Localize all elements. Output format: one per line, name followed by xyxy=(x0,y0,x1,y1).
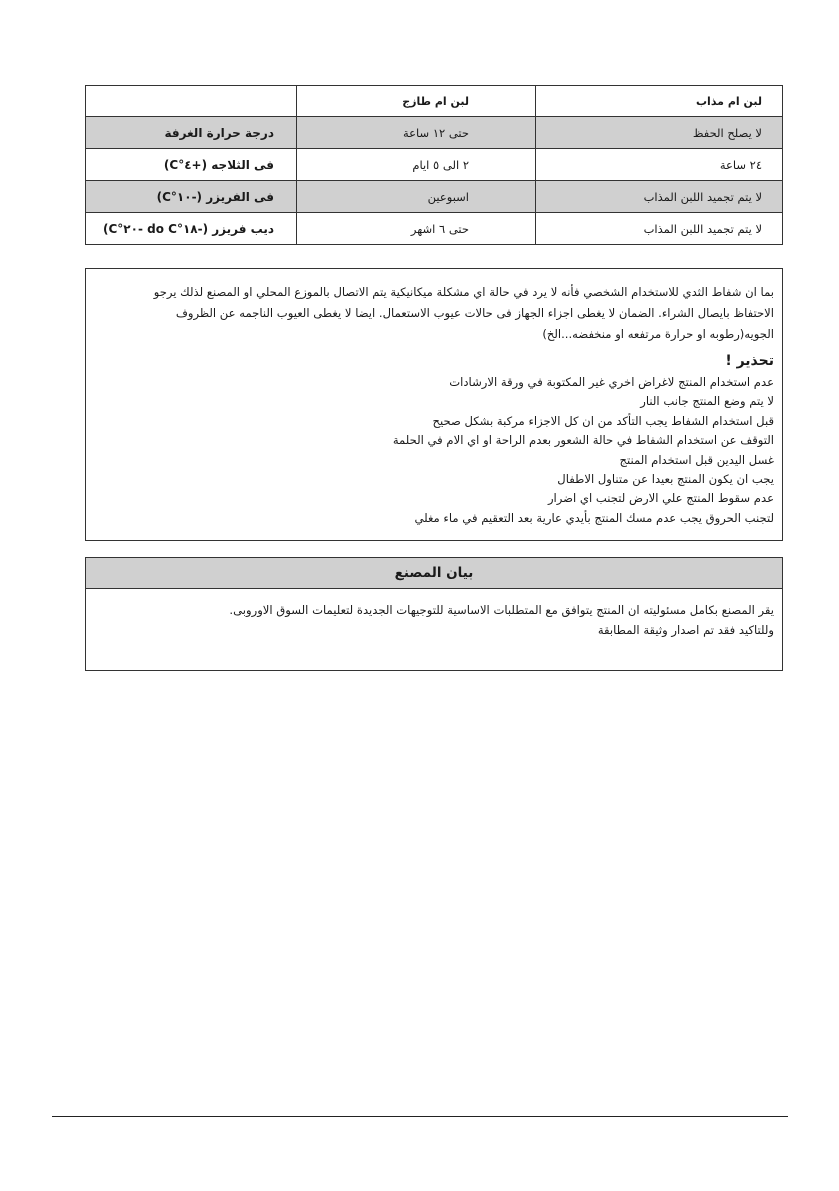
warning-item: لا يتم وضع المنتج جانب النار xyxy=(640,394,774,409)
warning-title: تحذير ! xyxy=(725,353,774,369)
warning-list xyxy=(94,373,774,528)
footer-divider xyxy=(52,1116,788,1117)
header-thawed-milk: لبن ام مذاب xyxy=(536,86,783,117)
storage-table xyxy=(85,85,783,245)
warning-item: عدم سقوط المنتج علي الارض لتجنب اي اضرار xyxy=(547,491,774,506)
table-row xyxy=(86,213,783,245)
warning-item: قبل استخدام الشفاط يجب التأكد من ان كل الاجزاء مركبة بشكل صحيح xyxy=(432,413,774,428)
cell-fresh: اسبوعين xyxy=(297,181,536,213)
warranty-line: الجويه(رطوبه او حرارة مرتفعه او منخفضه...الخ) xyxy=(542,327,774,341)
cell-thawed: لا يتم تجميد اللبن المذاب xyxy=(536,213,783,245)
warning-item: غسل اليدين قبل استخدام المنتج xyxy=(619,452,774,467)
manufacturer-line: وللتاكيد فقد تم اصدار وثيقة المطابقة xyxy=(597,623,774,637)
warning-item: لتجنب الحروق يجب عدم مسك المنتج بأيدي عارية بعد التعقيم في ماء مغلي xyxy=(414,510,774,525)
manufacturer-title: بيان المصنع xyxy=(86,558,782,589)
warranty-warning-box xyxy=(85,268,783,541)
warning-item: التوقف عن استخدام الشفاط في حالة الشعور بعدم الراحة او اي الام في الحلمة xyxy=(392,433,774,448)
header-fresh-milk: لبن ام طازج xyxy=(297,86,536,117)
table-row xyxy=(86,117,783,149)
table-header-row xyxy=(86,86,783,117)
table-row xyxy=(86,181,783,213)
cell-fresh: حتى ٦ اشهر xyxy=(297,213,536,245)
header-condition xyxy=(86,86,297,117)
table-row xyxy=(86,149,783,181)
cell-condition: فى الفريزر (-١٠°C) xyxy=(86,181,297,213)
cell-thawed: ٢٤ ساعة xyxy=(536,149,783,181)
warranty-line: بما ان شفاط الثدي للاستخدام الشخصي فأنه لا يرد في حالة اي مشكلة ميكانيكية يتم الاتصال بالموزع المحلي او المصنع لذلك يرجو xyxy=(153,285,774,299)
cell-condition: درجة حرارة الغرفة xyxy=(86,117,297,149)
cell-condition: فى الثلاجه (+٤°C) xyxy=(86,149,297,181)
cell-condition: ديب فريزر (-١٨°do C -٢٠°C) xyxy=(86,213,297,245)
manufacturer-statement-box xyxy=(85,557,783,671)
warning-item: عدم استخدام المنتج لاغراض اخري غير المكتوبة في ورقة الارشادات xyxy=(449,375,774,389)
cell-fresh: حتى ١٢ ساعة xyxy=(297,117,536,149)
warranty-line: الاحتفاظ بايصال الشراء. الضمان لا يغطى اجزاء الجهاز فى حالات عيوب الاستعمال. ايضا لا يغطى العيوب الناجمه عن الظروف xyxy=(175,306,774,320)
manufacturer-line: يقر المصنع بكامل مسئوليته ان المنتج يتوافق مع المتطلبات الاساسية للتوجيهات الجديدة لتعليمات السوق الاوروبى. xyxy=(229,603,774,617)
warning-item: يجب ان يكون المنتج بعيدا عن متناول الاطفال xyxy=(557,472,774,487)
cell-fresh: ٢ الى ٥ ايام xyxy=(297,149,536,181)
cell-thawed: لا يصلح الحفظ xyxy=(536,117,783,149)
cell-thawed: لا يتم تجميد اللبن المذاب xyxy=(536,181,783,213)
